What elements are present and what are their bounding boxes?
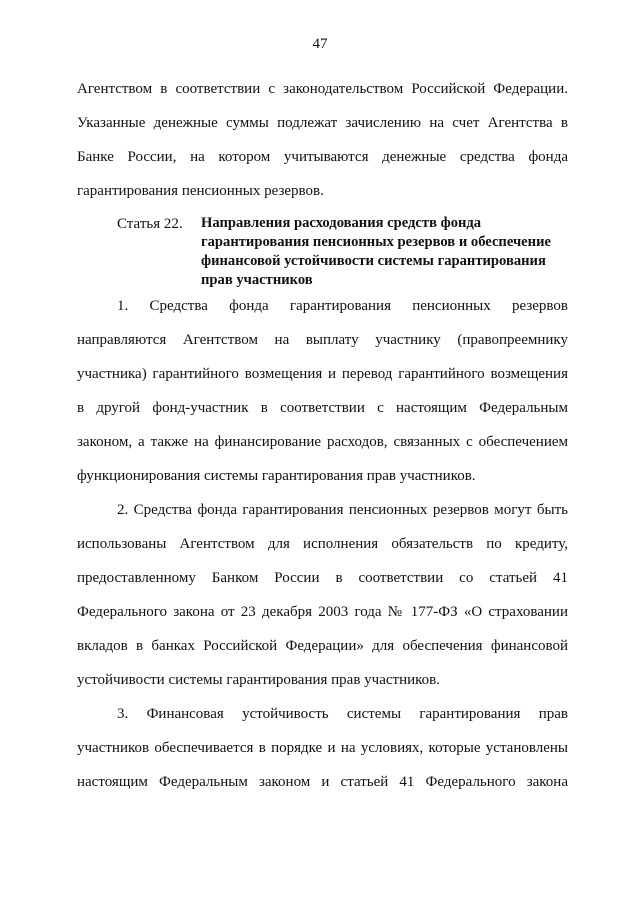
article-label: Статья 22. [117,216,183,232]
text-line: 3. Финансовая устойчивость системы гарантирования прав [117,706,568,722]
text-line: предоставленному Банком России в соответствии со статьей 41 [77,570,568,586]
text-line: 2. Средства фонда гарантирования пенсионных резервов могут быть [117,502,568,518]
text-line: Федерального закона от 23 декабря 2003 года № 177-ФЗ «О страховании [77,604,568,620]
text-line: устойчивости системы гарантирования прав участников. [77,672,441,688]
article-title-line: Направления расходования средств фонда [201,215,482,231]
text-line: использованы Агентством для исполнения обязательств по кредиту, [77,536,568,552]
page-number: 47 [312,36,328,52]
text-line: гарантирования пенсионных резервов. [77,183,324,199]
text-line: Указанные денежные суммы подлежат зачислению на счет Агентства в [77,115,568,131]
text-line: 1. Средства фонда гарантирования пенсионных резервов [117,298,568,314]
article-title-line: прав участников [201,272,313,288]
text-line: участников обеспечивается в порядке и на условиях, которые установлены [77,740,568,756]
text-line: направляются Агентством на выплату участнику (правопреемнику [77,332,568,348]
text-line: в другой фонд-участник в соответствии с настоящим Федеральным [77,400,568,416]
text-line: вкладов в банках Российской Федерации» для обеспечения финансовой [77,638,568,654]
text-line: законом, а также на финансирование расходов, связанных с обеспечением [77,434,568,450]
article-title-line: гарантирования пенсионных резервов и обеспечение [201,234,551,250]
article-title-line: финансовой устойчивости системы гарантирования [201,253,546,269]
text-line: участника) гарантийного возмещения и перевод гарантийного возмещения [77,366,568,382]
text-line: Банке России, на котором учитываются денежные средства фонда [77,149,568,165]
text-line: настоящим Федеральным законом и статьей 41 Федерального закона [77,774,568,790]
article-title [201,214,571,290]
text-line: Агентством в соответствии с законодательством Российской Федерации. [77,81,568,97]
text-line: функционирования системы гарантирования прав участников. [77,468,476,484]
